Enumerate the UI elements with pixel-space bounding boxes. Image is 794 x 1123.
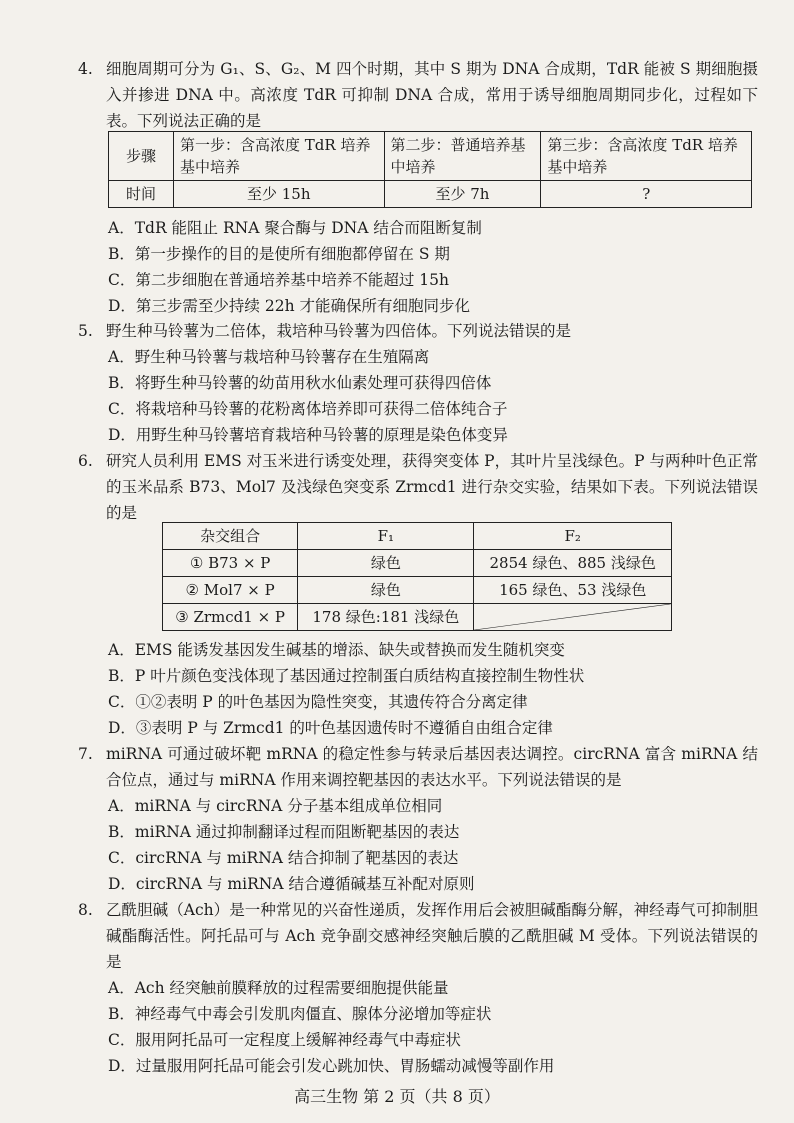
table-row (163, 550, 672, 577)
table-row (109, 181, 752, 208)
question-number: 8. (78, 901, 93, 919)
option-c: C．circRNA 与 miRNA 结合抑制了靶基因的表达 (108, 849, 459, 867)
table-cell: 第二步：普通培养基中培养 (384, 132, 541, 181)
question-number: 6. (78, 452, 93, 470)
question-number: 7. (78, 745, 93, 763)
option-a: A．Ach 经突触前膜释放的过程需要细胞提供能量 (108, 979, 449, 997)
option-b: B．神经毒气中毒会引发肌肉僵直、腺体分泌增加等症状 (108, 1005, 492, 1023)
question-7 (78, 741, 758, 897)
option-a: A．野生种马铃薯与栽培种马铃薯存在生殖隔离 (108, 348, 430, 366)
question-6 (78, 448, 758, 526)
option-a: A．miRNA 与 circRNA 分子基本组成单位相同 (108, 797, 443, 815)
option-b: B．miRNA 通过抑制翻译过程而阻断靶基因的表达 (108, 823, 460, 841)
question-4-options (78, 215, 758, 319)
question-5 (78, 318, 758, 448)
table-header: F₁ (298, 523, 474, 550)
option-c: C．将栽培种马铃薯的花粉离体培养即可获得二倍体纯合子 (108, 400, 508, 418)
table-row (109, 132, 752, 181)
question-number: 4. (78, 60, 93, 78)
table-cell: 165 绿色、53 浅绿色 (474, 577, 672, 604)
cross-results-table (162, 522, 672, 631)
table-cell: ③ Zrmcd1 × P (163, 604, 298, 631)
question-stem: 研究人员利用 EMS 对玉米进行诱变处理，获得突变体 P，其叶片呈浅绿色。P 与两种叶色正常的玉米品系 B73、Mol7 及浅绿色突变系 Zrmcd1 进行杂交实验，结果如下表。下列说法错误的是 (106, 452, 758, 522)
question-stem: miRNA 可通过破坏靶 mRNA 的稳定性参与转录后基因表达调控。circRNA 富含 miRNA 结合位点，通过与 miRNA 作用来调控靶基因的表达水平。下列说法错误的是 (106, 745, 758, 789)
option-b: B．第一步操作的目的是使所有细胞都停留在 S 期 (108, 245, 450, 263)
table-cell: 绿色 (298, 577, 474, 604)
question-8 (78, 897, 758, 1079)
table-cell: 绿色 (298, 550, 474, 577)
option-c: C．①②表明 P 的叶色基因为隐性突变，其遗传符合分离定律 (108, 693, 528, 711)
diagonal-line (474, 604, 671, 630)
option-d: D．③表明 P 与 Zrmcd1 的叶色基因遗传时不遵循自由组合定律 (108, 719, 553, 737)
table-header: F₂ (474, 523, 672, 550)
table-cell: 第三步：含高浓度 TdR 培养基中培养 (541, 132, 752, 181)
option-d: D．过量服用阿托品可能会引发心跳加快、胃肠蠕动减慢等副作用 (108, 1057, 555, 1075)
table-cell: ② Mol7 × P (163, 577, 298, 604)
table-cell: 2854 绿色、885 浅绿色 (474, 550, 672, 577)
option-d: D．第三步需至少持续 22h 才能确保所有细胞同步化 (108, 297, 470, 315)
table-cell: 第一步：含高浓度 TdR 培养基中培养 (174, 132, 385, 181)
question-stem: 细胞周期可分为 G₁、S、G₂、M 四个时期，其中 S 期为 DNA 合成期，TdR 能被 S 期细胞摄入并掺进 DNA 中。高浓度 TdR 可抑制 DNA 合成，常用于诱导细胞周期同步化，过程如下表。下列说法正确的是 (106, 60, 758, 130)
table-header: 杂交组合 (163, 523, 298, 550)
table-cell: 时间 (109, 181, 174, 208)
option-b: B．将野生种马铃薯的幼苗用秋水仙素处理可获得四倍体 (108, 374, 492, 392)
diagonal-empty-cell (474, 604, 672, 631)
table-cell: 至少 15h (174, 181, 385, 208)
option-a: A．EMS 能诱发基因发生碱基的增添、缺失或替换而发生随机突变 (108, 641, 565, 659)
question-number: 5. (78, 322, 93, 340)
table-cell: 178 绿色:181 浅绿色 (298, 604, 474, 631)
cell-cycle-table (108, 131, 752, 208)
option-d: D．用野生种马铃薯培育栽培种马铃薯的原理是染色体变异 (108, 426, 508, 444)
page-footer: 高三生物 第 2 页（共 8 页） (294, 1087, 500, 1106)
table-row (163, 604, 672, 631)
question-stem: 乙酰胆碱（Ach）是一种常见的兴奋性递质，发挥作用后会被胆碱酯酶分解，神经毒气可抑制胆碱酯酶活性。阿托品可与 Ach 竞争副交感神经突触后膜的乙酰胆碱 M 受体。下列说法错误的是 (106, 901, 758, 971)
option-d: D．circRNA 与 miRNA 结合遵循碱基互补配对原则 (108, 875, 475, 893)
option-c: C．第二步细胞在普通培养基中培养不能超过 15h (108, 271, 449, 289)
table-cell: 步骤 (109, 132, 174, 181)
question-stem: 野生种马铃薯为二倍体，栽培种马铃薯为四倍体。下列说法错误的是 (106, 322, 572, 340)
question-4 (78, 56, 758, 134)
table-row (163, 577, 672, 604)
table-cell: ① B73 × P (163, 550, 298, 577)
question-6-options (78, 637, 758, 741)
table-header-row (163, 523, 672, 550)
table-cell: ? (541, 181, 752, 208)
option-b: B．P 叶片颜色变浅体现了基因通过控制蛋白质结构直接控制生物性状 (108, 667, 585, 685)
table-cell: 至少 7h (384, 181, 541, 208)
option-a: A．TdR 能阻止 RNA 聚合酶与 DNA 结合而阻断复制 (108, 219, 482, 237)
option-c: C．服用阿托品可一定程度上缓解神经毒气中毒症状 (108, 1031, 461, 1049)
